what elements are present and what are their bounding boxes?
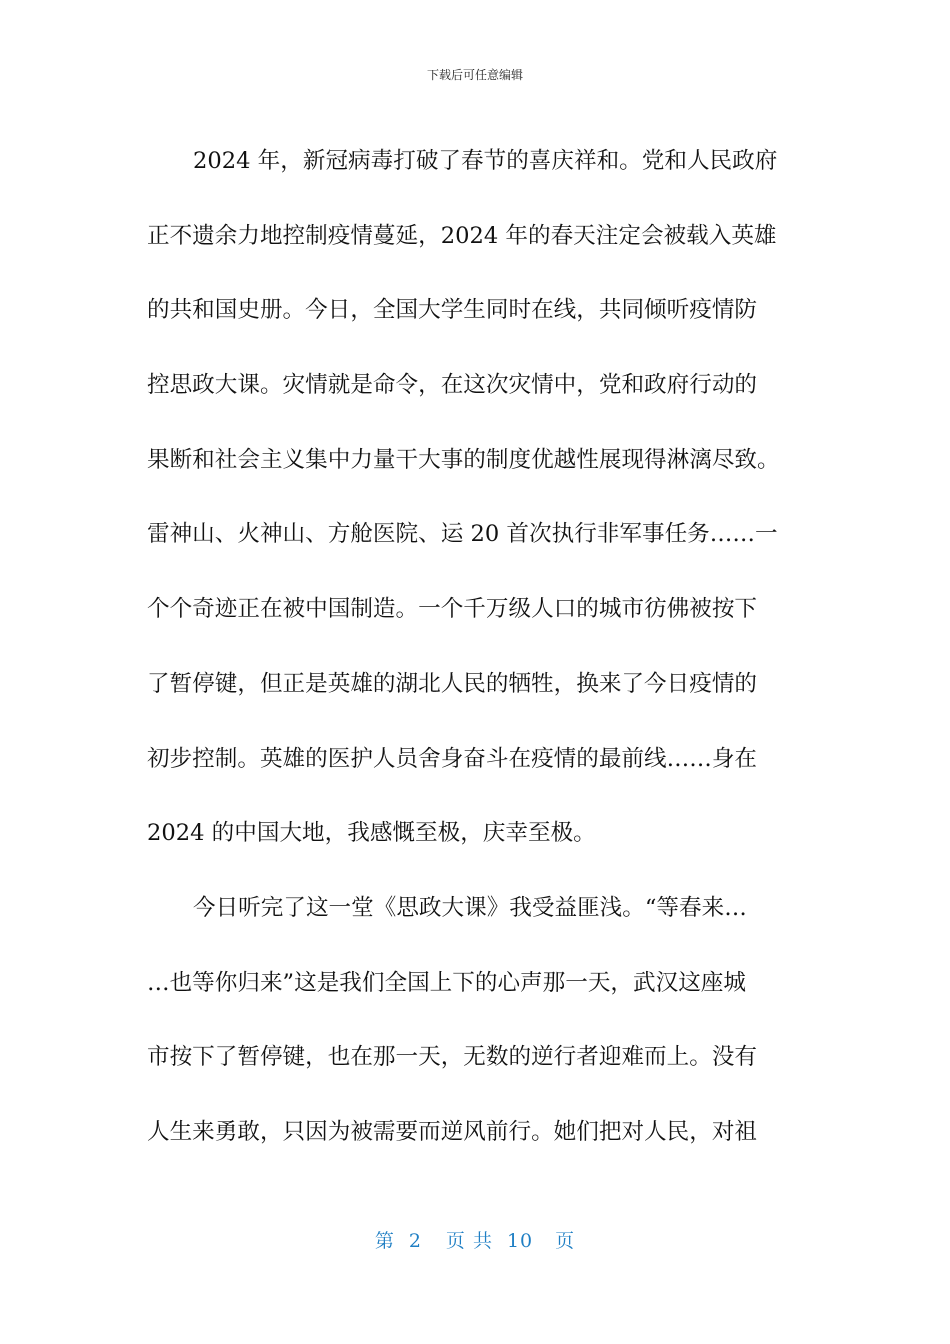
footer-suffix: 页 [555, 1230, 576, 1252]
footer-middle: 页 共 [445, 1230, 493, 1252]
paragraph-2-line-3: 市按下了暂停键，也在那一天，无数的逆行者迎难而上。没有 [147, 1044, 758, 1071]
paragraph-1-line-7: 个个奇迹正在被中国制造。一个千万级人口的城市彷佛被按下 [147, 596, 758, 623]
page-header: 下载后可任意编辑 [426, 68, 523, 82]
paragraph-2-line-1: 今日听完了这一堂《思政大课》我受益匪浅。“等春来… [193, 894, 747, 921]
footer-prefix: 第 [374, 1230, 395, 1252]
paragraph-2-line-4: 人生来勇敢，只因为被需要而逆风前行。她们把对人民，对祖 [147, 1118, 758, 1145]
body-text [147, 124, 807, 1170]
paragraph-1-line-2: 正不遗余力地控制疫情蔓延，2024 年的春天注定会被载入英雄 [147, 222, 777, 249]
page-footer [0, 1226, 950, 1253]
paragraph-1-line-4: 控思政大课。灾情就是命令，在这次灾情中，党和政府行动的 [147, 372, 758, 399]
paragraph-1-line-10: 2024 的中国大地，我感慨至极，庆幸至极。 [147, 820, 596, 847]
paragraph-1-line-3: 的共和国史册。今日，全国大学生同时在线，共同倾听疫情防 [147, 297, 758, 324]
paragraph-1-line-8: 了暂停键，但正是英雄的湖北人民的牺牲，换来了今日疫情的 [147, 670, 758, 697]
paragraph-1-line-1: 2024 年，新冠病毒打破了春节的喜庆祥和。党和人民政府 [193, 148, 778, 174]
paragraph-2-line-2: …也等你归来”这是我们全国上下的心声那一天，武汉这座城 [147, 969, 746, 996]
footer-page-number: 2 [408, 1230, 422, 1252]
paragraph-1-line-6: 雷神山、火神山、方舱医院、运 20 首次执行非军事任务……一 [147, 521, 778, 548]
paragraph-1-line-5: 果断和社会主义集中力量干大事的制度优越性展现得淋漓尽致。 [147, 446, 780, 473]
footer-total-pages: 10 [506, 1230, 534, 1252]
paragraph-1-line-9: 初步控制。英雄的医护人员舍身奋斗在疫情的最前线……身在 [147, 745, 758, 772]
